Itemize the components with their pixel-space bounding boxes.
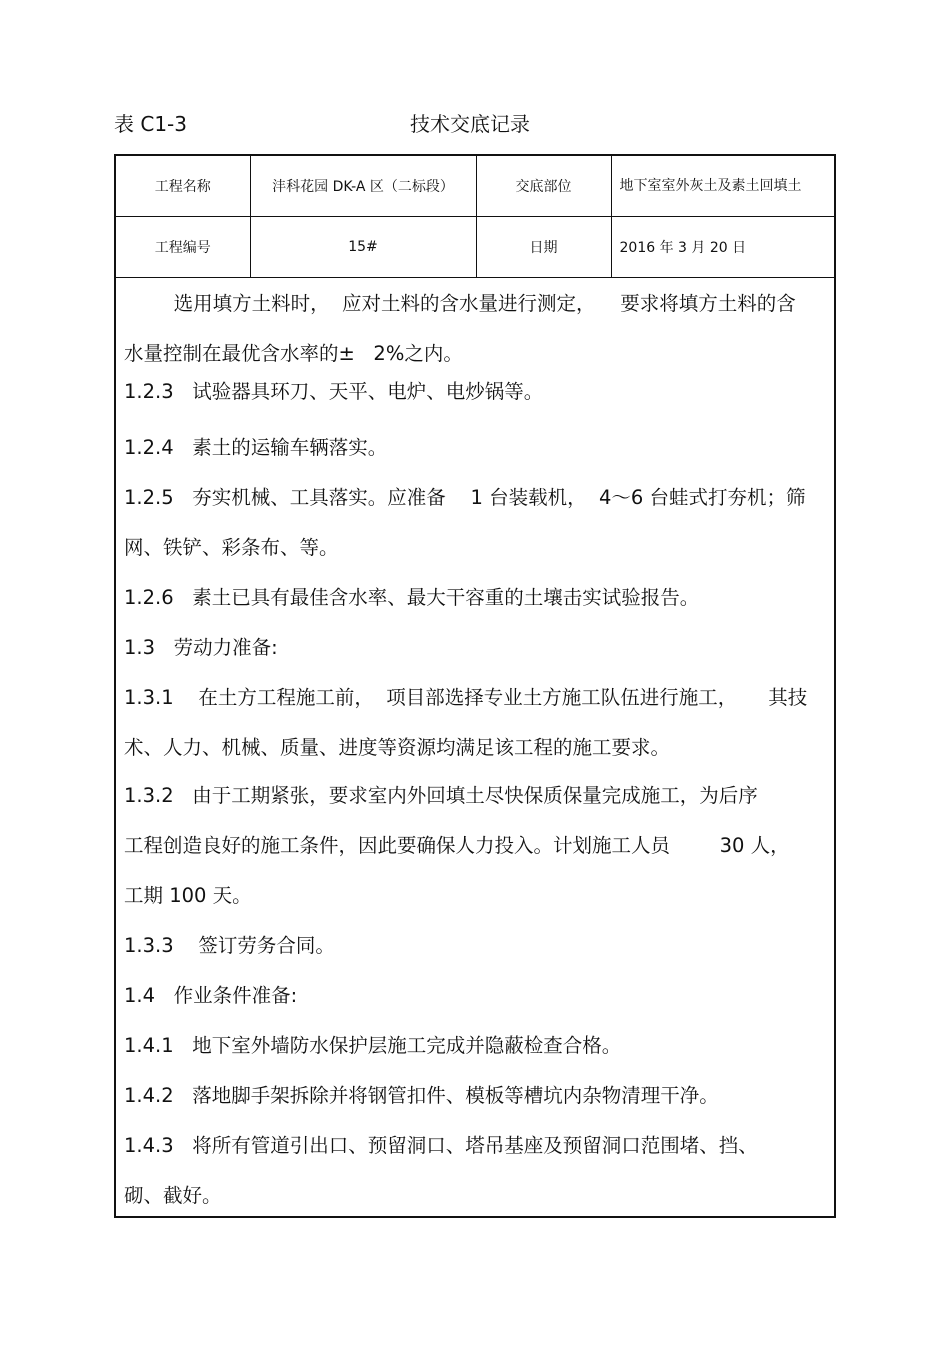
project-no-label: 工程编号 — [116, 217, 250, 278]
content-line: 选用填方土料时， 应对土料的含水量进行测定， 要求将填方土料的含 — [124, 292, 796, 315]
content-line: 工程创造良好的施工条件，因此要确保人力投入。计划施工人员 30 人， — [124, 834, 790, 857]
project-name-value: 沣科花园 DK-A 区（二标段） — [250, 156, 476, 217]
project-name-label: 工程名称 — [116, 156, 250, 217]
content-line: 1.4.2 落地脚手架拆除并将钢管扣件、模板等槽坑内杂物清理干净。 — [124, 1084, 719, 1107]
location-label: 交底部位 — [476, 156, 611, 217]
table-row — [116, 217, 834, 278]
content-line: 1.4.3 将所有管道引出口、预留洞口、塔吊基座及预留洞口范围堵、挡、 — [124, 1134, 758, 1157]
table-row — [116, 156, 834, 217]
content-line: 砌、截好。 — [124, 1184, 222, 1207]
content-line: 1.2.5 夯实机械、工具落实。应准备 1 台装载机， 4～6 台蛙式打夯机；筛 — [124, 486, 806, 509]
content-line: 水量控制在最优含水率的± 2%之内。 — [124, 342, 463, 365]
info-table — [116, 156, 834, 278]
content-line: 1.3.3 签订劳务合同。 — [124, 934, 335, 957]
date-value: 2016 年 3 月 20 日 — [611, 217, 834, 278]
content-line: 1.2.4 素土的运输车辆落实。 — [124, 436, 388, 459]
content-line: 工期 100 天。 — [124, 884, 252, 907]
content-line: 1.3.1 在土方工程施工前， 项目部选择专业土方施工队伍进行施工， 其技 — [124, 686, 808, 709]
content-line: 1.2.3 试验器具环刀、天平、电炉、电炒锅等。 — [124, 380, 544, 403]
project-no-value: 15# — [250, 217, 476, 278]
page-title: 技术交底记录 — [410, 112, 530, 136]
content-line: 网、铁铲、彩条布、等。 — [124, 536, 339, 559]
content-line: 1.2.6 素土已具有最佳含水率、最大干容重的土壤击实试验报告。 — [124, 586, 700, 609]
content-line: 1.3.2 由于工期紧张，要求室内外回填土尽快保质保量完成施工，为后序 — [124, 784, 758, 807]
content-line: 1.3 劳动力准备: — [124, 636, 278, 659]
content-line: 1.4.1 地下室外墙防水保护层施工完成并隐蔽检查合格。 — [124, 1034, 622, 1057]
document-frame — [114, 154, 836, 1218]
location-value: 地下室室外灰土及素土回填土 — [611, 156, 834, 217]
form-code: 表 C1-3 — [114, 112, 187, 136]
date-label: 日期 — [476, 217, 611, 278]
content-line: 1.4 作业条件准备: — [124, 984, 298, 1007]
content-line: 术、人力、机械、质量、进度等资源均满足该工程的施工要求。 — [124, 736, 671, 759]
